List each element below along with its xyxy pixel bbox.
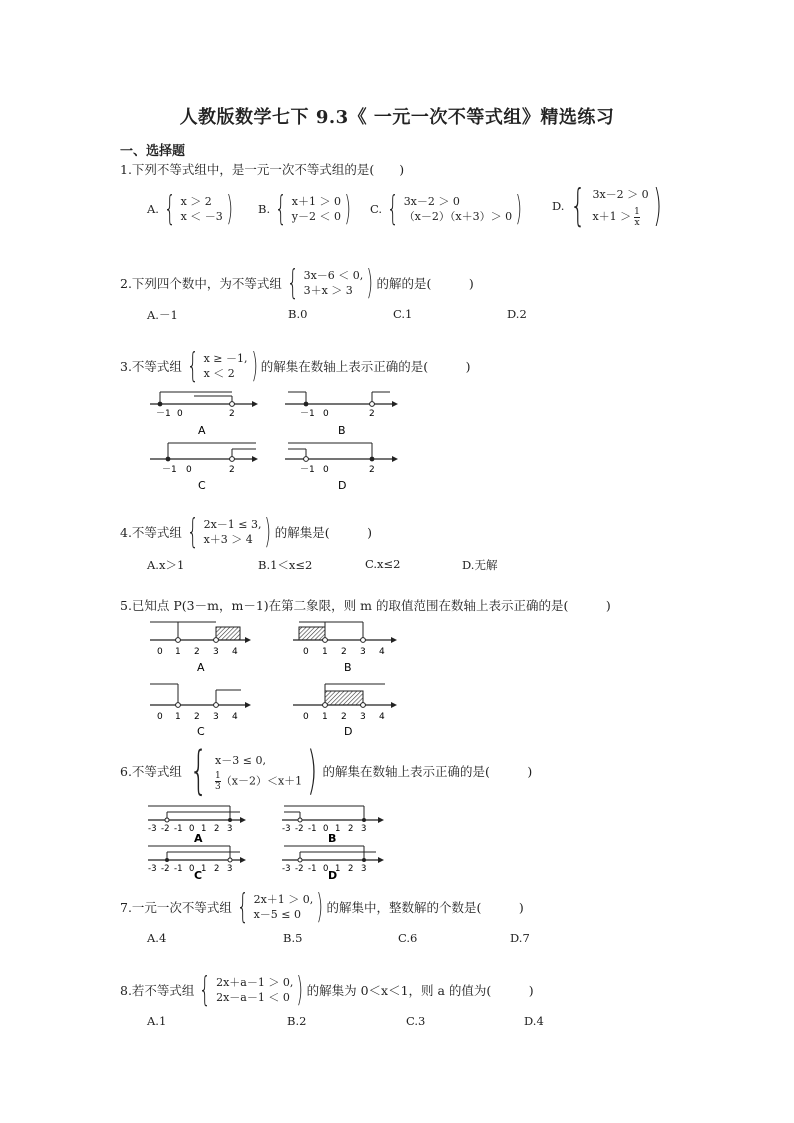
q2-line2: 3＋x ＞ 3 [303, 284, 353, 297]
q5-b-arrow [391, 637, 397, 643]
q3-a-tick-neg1: －1 [156, 409, 171, 419]
q3-b-tick-0: 0 [323, 409, 329, 419]
q2-pre: 2.下列四个数中，为不等式组 [120, 276, 282, 291]
q6-frac-den: 3 [215, 781, 221, 792]
q5-a-tick-4: 4 [232, 647, 238, 657]
q1-d-fraction: $\frac{1}{x}$ [634, 206, 640, 228]
q5-b-tick-3: 3 [360, 647, 366, 657]
q3-line2: x ＜ 2 [203, 367, 235, 380]
q6-d-arrow [378, 857, 384, 863]
q6-d-tick-1: 1 [335, 864, 341, 874]
q6-option-a[interactable] [148, 806, 246, 845]
q7-option-a[interactable]: A.4 [147, 931, 167, 945]
q5-stem: 5.已知点 P(3－m，m－1)在第二象限，则 m 的取值范围在数轴上表示正确的是( ) [120, 598, 611, 613]
q6-b-arrow [378, 817, 384, 823]
q6-b-dot-open [298, 818, 302, 822]
q7-line1: 2x＋1 ＞ 0, [253, 893, 314, 906]
q1-option-d[interactable]: D. { 3x－2 ＞ 0 x＋1 ＞ $\frac{1}{x}$ ) [552, 180, 662, 231]
q1-a-line1: x ＞ 2 [180, 195, 212, 208]
q3-d-arrow [392, 456, 398, 462]
q5-b-tick-1: 1 [322, 647, 328, 657]
q3-pre: 3.不等式组 [120, 359, 182, 374]
q5-c-dot-1 [176, 703, 181, 708]
q5-c-tick-4: 4 [232, 712, 238, 722]
q1-option-b[interactable]: B. { x＋1 ＞ 0 y－2 ＜ 0 ) [258, 189, 351, 229]
q6-a-tick-3: 3 [227, 824, 233, 834]
q6-b-tick-1: 1 [335, 824, 341, 834]
q5-b-shaded-region [299, 627, 325, 640]
q6-c-tick-neg1: -1 [174, 864, 183, 874]
q5-d-tick-2: 2 [341, 712, 347, 722]
q6-option-c[interactable] [148, 846, 246, 880]
q3-option-a[interactable] [150, 392, 258, 437]
q5-a-dot-1 [176, 638, 181, 643]
q6-a-tick-1: 1 [201, 824, 207, 834]
q5-c-tick-1: 1 [175, 712, 181, 722]
q6-stem: 6.不等式组 { x－3 ≤ 0, $\frac{1}{3}$ （x－2）＜x＋1 ) 的解集在数轴上表示正确的是( ) [120, 741, 533, 801]
q1-b-line1: x＋1 ＞ 0 [291, 195, 341, 208]
q6-d-dot-open [298, 858, 302, 862]
q3-d-tick-2: 2 [369, 465, 375, 475]
q4-pre: 4.不等式组 [120, 525, 182, 540]
q5-b-dot-1 [323, 638, 328, 643]
section-heading: 一、选择题 [120, 144, 186, 159]
q6-a-tick-neg3: -3 [148, 824, 157, 834]
q1-c-line1: 3x－2 ＞ 0 [403, 195, 460, 208]
q1-a-line2: x ＜ －3 [180, 210, 223, 223]
q5-a-tick-3: 3 [213, 647, 219, 657]
q5-c-tick-3: 3 [213, 712, 219, 722]
q3-b-dot-open [370, 402, 375, 407]
q5-option-b[interactable] [293, 622, 397, 674]
q6-a-dot-closed [228, 818, 232, 822]
q5-c-dot-3 [214, 703, 219, 708]
q5-c-tick-0: 0 [157, 712, 163, 722]
q6-d-dot-closed [362, 858, 366, 862]
q3-b-arrow [392, 401, 398, 407]
q4-option-d[interactable]: D.无解 [462, 558, 498, 572]
q3-c-label: C [198, 479, 206, 492]
q5-d-dot-1 [323, 703, 328, 708]
q3-option-b[interactable] [285, 392, 398, 437]
q3-post: 的解集在数轴上表示正确的是( ) [260, 359, 471, 374]
q6-b-label: B [328, 832, 337, 845]
page-title: 人教版数学七下 9.3《 一元一次不等式组》精选练习 [179, 107, 615, 128]
q6-b-dot-closed [362, 818, 366, 822]
q3-option-d[interactable] [285, 443, 398, 492]
q1-c-line2: （x－2）（x＋3）＞ 0 [403, 210, 513, 223]
q5-a-shaded-region [216, 627, 240, 640]
q3-c-dot-closed [166, 457, 171, 462]
q5-c-label: C [197, 725, 205, 738]
q4-option-b[interactable]: B.1＜x≤2 [258, 558, 313, 572]
q3-b-dot-closed [304, 402, 309, 407]
q6-b-tick-2: 2 [348, 824, 354, 834]
q3-d-tick-0: 0 [323, 465, 329, 475]
q6-line2: （x－2）＜x＋1 [220, 774, 303, 787]
q3-a-dot-open [230, 402, 235, 407]
q3-a-dot-closed [158, 402, 163, 407]
q8-pre: 8.若不等式组 [120, 983, 195, 998]
q6-frac-num: 1 [215, 770, 221, 781]
q6-b-tick-neg3: -3 [282, 824, 291, 834]
q6-option-d[interactable] [282, 846, 384, 880]
q6-c-dot-open [228, 858, 232, 862]
q6-d-tick-neg3: -3 [282, 864, 291, 874]
q7-post: 的解集中，整数解的个数是( ) [326, 900, 524, 915]
q6-a-dot-open [165, 818, 169, 822]
q3-d-label: D [338, 479, 347, 492]
q1-b-line2: y－2 ＜ 0 [291, 210, 341, 223]
q6-c-tick-neg3: -3 [148, 864, 157, 874]
q8-line1: 2x＋a－1 ＞ 0, [216, 976, 294, 989]
q2-post: 的解的是( ) [376, 276, 474, 291]
q5-d-shaded-region [325, 691, 363, 705]
q3-c-tick-2: 2 [229, 465, 235, 475]
q7-pre: 7.一元一次不等式组 [120, 900, 232, 915]
q1-a-label: A. [147, 202, 159, 216]
q3-a-tick-0: 0 [177, 409, 183, 419]
q7-stem: 7.一元一次不等式组 { 2x＋1 ＞ 0, x－5 ≤ 0 ) 的解集中，整数解的个数是( ) [120, 887, 524, 927]
q5-a-tick-2: 2 [194, 647, 200, 657]
q7-option-d[interactable]: D.7 [510, 931, 530, 945]
q6-post: 的解集在数轴上表示正确的是( ) [322, 764, 533, 779]
q6-a-arrow [240, 817, 246, 823]
q3-line1: x ≥ －1, [203, 352, 248, 365]
q6-b-tick-0: 0 [323, 824, 329, 834]
q2-option-d[interactable]: D.2 [507, 307, 527, 321]
q1-b-label: B. [258, 202, 271, 216]
q6-b-tick-3: 3 [361, 824, 367, 834]
q3-a-label: A [198, 424, 206, 437]
q5-a-tick-0: 0 [157, 647, 163, 657]
q3-d-tick-neg1: －1 [300, 465, 315, 475]
q5-a-arrow [245, 637, 251, 643]
q5-option-a[interactable] [150, 622, 251, 674]
q3-stem: 3.不等式组 { x ≥ －1, x ＜ 2 ) 的解集在数轴上表示正确的是( ) [120, 346, 471, 386]
q3-d-dot-open-left [304, 457, 309, 462]
q2-option-a[interactable]: A.－1 [147, 308, 178, 322]
q6-b-tick-neg1: -1 [308, 824, 317, 834]
q3-a-tick-2: 2 [229, 409, 235, 419]
q1-option-a[interactable]: A. { x ＞ 2 x ＜ －3 ) [147, 189, 233, 229]
q3-b-label: B [338, 424, 346, 437]
q6-d-tick-neg2: -2 [295, 864, 304, 874]
q4-post: 的解集是( ) [274, 525, 373, 540]
q5-b-tick-2: 2 [341, 647, 347, 657]
q6-a-label: A [194, 832, 203, 845]
q2-line1: 3x－6 ＜ 0, [303, 269, 364, 282]
q2-option-b[interactable]: B.0 [288, 307, 308, 321]
q4-line1: 2x－1 ≤ 3, [203, 518, 262, 531]
q5-c-arrow [245, 702, 251, 708]
q2-option-c[interactable]: C.1 [393, 307, 413, 321]
q6-d-tick-0: 0 [323, 864, 329, 874]
q3-c-tick-neg1: －1 [162, 465, 177, 475]
q7-line2: x－5 ≤ 0 [253, 908, 301, 921]
q6-a-tick-2: 2 [214, 824, 220, 834]
q4-line2: x＋3 ＞ 4 [203, 533, 253, 546]
q8-option-b[interactable]: B.2 [287, 1014, 307, 1028]
q8-stem: 8.若不等式组 { 2x＋a－1 ＞ 0, 2x－a－1 ＜ 0 ) 的解集为 0＜x＜1，则 a 的值为( ) [120, 970, 534, 1010]
q6-c-tick-0: 0 [189, 864, 195, 874]
q6-c-tick-1: 1 [201, 864, 207, 874]
q5-d-tick-4: 4 [379, 712, 385, 722]
q1-c-label: C. [370, 202, 383, 216]
q6-d-tick-neg1: -1 [308, 864, 317, 874]
q4-stem: 4.不等式组 { 2x－1 ≤ 3, x＋3 ＞ 4 ) 的解集是( ) [120, 512, 373, 552]
q5-a-dot-3 [214, 638, 219, 643]
q8-option-c[interactable]: C.3 [406, 1014, 426, 1028]
q6-a-tick-neg2: -2 [161, 824, 170, 834]
q5-d-tick-1: 1 [322, 712, 328, 722]
q6-d-tick-2: 2 [348, 864, 354, 874]
q3-option-c[interactable] [150, 443, 258, 492]
q3-c-dot-open [230, 457, 235, 462]
q4-option-a[interactable]: A.x＞1 [147, 558, 185, 572]
q1-d-line1: 3x－2 ＞ 0 [592, 188, 649, 201]
q3-c-tick-0: 0 [186, 465, 192, 475]
q5-b-dot-3 [361, 638, 366, 643]
q5-d-tick-3: 3 [360, 712, 366, 722]
q3-number-lines [140, 385, 400, 495]
q6-a-tick-0: 0 [189, 824, 195, 834]
q5-a-tick-1: 1 [175, 647, 181, 657]
q6-c-tick-neg2: -2 [161, 864, 170, 874]
q5-b-tick-4: 4 [379, 647, 385, 657]
q6-line1: x－3 ≤ 0, [215, 753, 266, 767]
q6-c-arrow [240, 857, 246, 863]
q5-a-label: A [197, 661, 205, 674]
q6-c-tick-2: 2 [214, 864, 220, 874]
q5-option-c[interactable] [150, 684, 251, 738]
q8-post: 的解集为 0＜x＜1，则 a 的值为( ) [306, 983, 534, 998]
q3-d-dot-closed-right [370, 457, 375, 462]
q8-option-d[interactable]: D.4 [524, 1014, 544, 1028]
q5-d-arrow [391, 702, 397, 708]
q6-d-tick-3: 3 [361, 864, 367, 874]
q6-c-tick-3: 3 [227, 864, 233, 874]
q6-c-dot-closed [165, 858, 169, 862]
q6-pre: 6.不等式组 [120, 764, 182, 779]
q1-d-line2: x＋1 ＞ [592, 210, 632, 223]
q5-number-lines [145, 614, 405, 739]
q1-d-label: D. [552, 199, 565, 213]
q5-d-tick-0: 0 [303, 712, 309, 722]
q5-d-dot-3 [361, 703, 366, 708]
q3-b-tick-2: 2 [369, 409, 375, 419]
q6-b-tick-neg2: -2 [295, 824, 304, 834]
q7-option-c[interactable]: C.6 [398, 931, 418, 945]
q6-d-label: D [328, 869, 338, 880]
q6-c-label: C [194, 869, 203, 880]
q5-b-label: B [344, 661, 352, 674]
q1-option-c[interactable]: C. { 3x－2 ＞ 0 （x－2）（x＋3）＞ 0 ) [370, 189, 523, 229]
q4-option-c[interactable]: C.x≤2 [365, 557, 401, 571]
q6-option-b[interactable] [282, 806, 384, 845]
q5-d-label: D [344, 725, 353, 738]
q3-a-arrow [252, 401, 258, 407]
q2-stem: 2.下列四个数中，为不等式组 { 3x－6 ＜ 0, 3＋x ＞ 3 ) 的解的是( ) [120, 263, 474, 303]
q7-option-b[interactable]: B.5 [283, 931, 303, 945]
q6-number-lines [140, 800, 390, 880]
q5-c-tick-2: 2 [194, 712, 200, 722]
q6-a-tick-neg1: -1 [174, 824, 183, 834]
q3-c-arrow [252, 456, 258, 462]
q5-option-d[interactable] [293, 684, 397, 738]
q3-b-tick-neg1: －1 [300, 409, 315, 419]
q8-line2: 2x－a－1 ＜ 0 [216, 991, 290, 1004]
q5-b-tick-0: 0 [303, 647, 309, 657]
q8-option-a[interactable]: A.1 [147, 1014, 167, 1028]
q1-stem: 1.下列不等式组中，是一元一次不等式组的是( ) [120, 162, 405, 177]
